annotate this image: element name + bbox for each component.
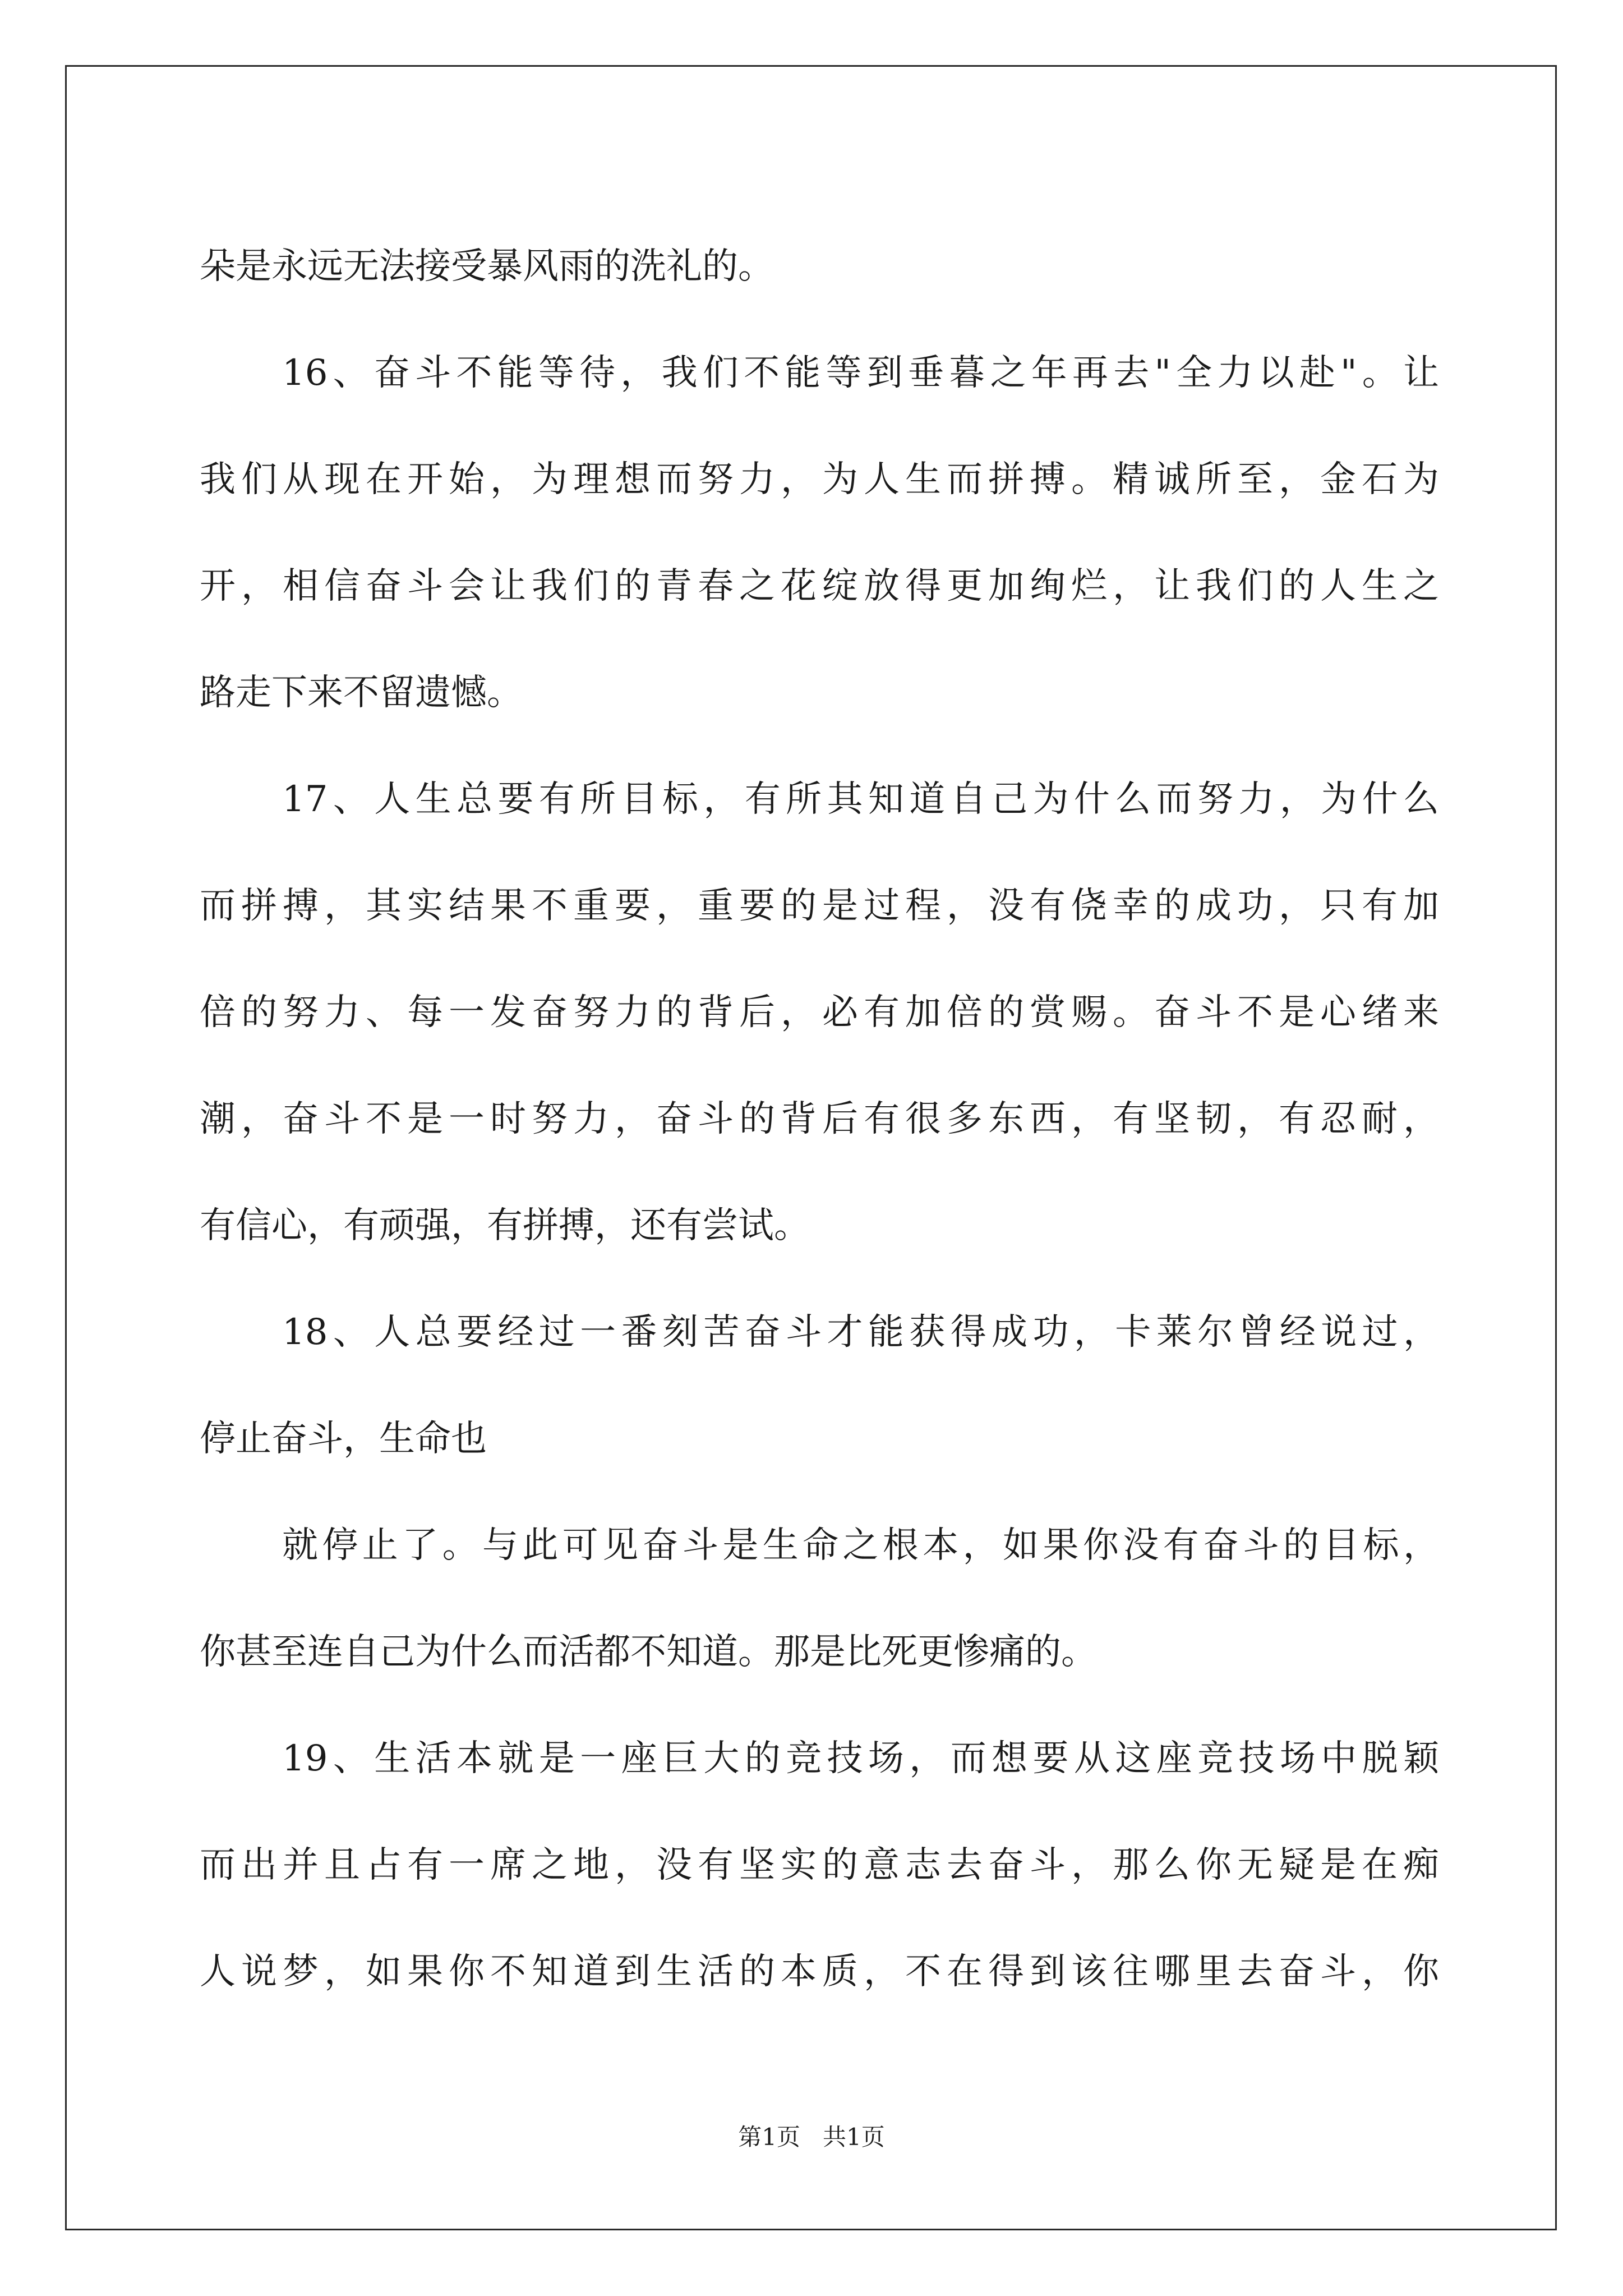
text-line: 19、生活本就是一座巨大的竞技场，而想要从这座竞技场中脱颖 xyxy=(282,1738,1439,1779)
text-line: 潮，奋斗不是一时努力，奋斗的背后有很多东西，有坚韧，有忍耐， xyxy=(200,1098,1439,1140)
text-line: 而出并且占有一席之地，没有坚实的意志去奋斗，那么你无疑是在痴 xyxy=(200,1844,1439,1886)
text-line: 开，相信奋斗会让我们的青春之花绽放得更加绚烂，让我们的人生之 xyxy=(200,565,1439,607)
text-line: 停止奋斗，生命也 xyxy=(200,1418,487,1460)
text-line: 16、奋斗不能等待，我们不能等到垂暮之年再去"全力以赴"。让 xyxy=(282,352,1439,394)
page-total: 共1页 xyxy=(823,2123,885,2151)
text-line: 有信心，有顽强，有拼搏，还有尝试。 xyxy=(200,1205,810,1246)
text-line: 而拼搏，其实结果不重要，重要的是过程，没有侥幸的成功，只有加 xyxy=(200,885,1439,927)
page-number: 第1页 xyxy=(738,2123,800,2151)
text-line: 朵是永远无法接受暴风雨的洗礼的。 xyxy=(200,246,774,287)
text-line: 就停止了。与此可见奋斗是生命之根本，如果你没有奋斗的目标， xyxy=(282,1525,1439,1566)
text-line: 人说梦，如果你不知道到生活的本质，不在得到该往哪里去奋斗，你 xyxy=(200,1951,1439,1993)
text-line: 倍的努力、每一发奋努力的背后，必有加倍的赏赐。奋斗不是心绪来 xyxy=(200,992,1439,1033)
text-line: 你甚至连自己为什么而活都不知道。那是比死更惨痛的。 xyxy=(200,1631,1097,1673)
text-line: 路走下来不留遗憾。 xyxy=(200,672,523,714)
text-line: 18、人总要经过一番刻苦奋斗才能获得成功，卡莱尔曾经说过， xyxy=(282,1312,1439,1353)
page-footer xyxy=(0,2120,1623,2154)
text-line: 17、人生总要有所目标，有所其知道自己为什么而努力，为什么 xyxy=(282,779,1439,820)
text-line: 我们从现在开始，为理想而努力，为人生而拼搏。精诚所至，金石为 xyxy=(200,459,1439,500)
document-body xyxy=(200,213,1439,2025)
